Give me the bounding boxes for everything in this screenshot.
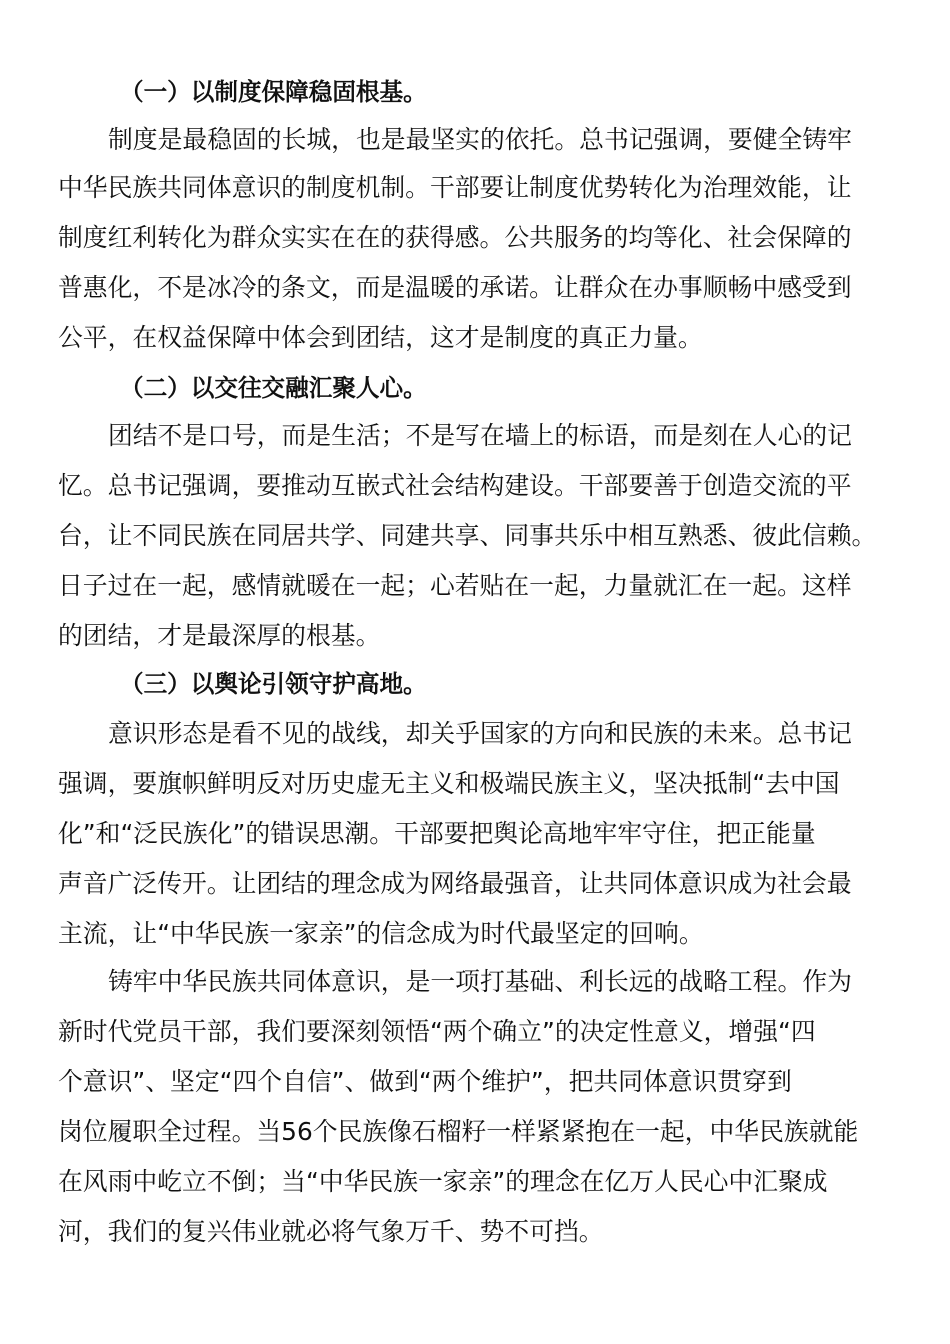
paragraph-2-line-3: 台，让不同民族在同居共学、同建共享、同事共乐中相互熟悉、彼此信赖。: [58, 521, 877, 550]
paragraph-4-line-6: 河，我们的复兴伟业就必将气象万千、势不可挡。: [58, 1217, 604, 1246]
section-heading-3: （三）以舆论引领守护高地。: [120, 670, 427, 698]
paragraph-4-line-3: 个意识”、坚定“四个自信”、做到“两个维护”，把共同体意识贯穿到: [58, 1067, 792, 1096]
paragraph-2-line-4: 日子过在一起，感情就暖在一起；心若贴在一起，力量就汇在一起。这样: [58, 571, 852, 600]
paragraph-4-line-2: 新时代党员干部，我们要深刻领悟“两个确立”的决定性意义，增强“四: [58, 1017, 816, 1046]
paragraph-2-line-2: 忆。总书记强调，要推动互嵌式社会结构建设。干部要善于创造交流的平: [58, 471, 852, 500]
paragraph-1-line-1: 制度是最稳固的长城，也是最坚实的依托。总书记强调，要健全铸牢: [108, 125, 852, 154]
paragraph-3-line-5: 主流，让“中华民族一家亲”的信念成为时代最坚定的回响。: [58, 919, 704, 948]
paragraph-3-line-4: 声音广泛传开。让团结的理念成为网络最强音，让共同体意识成为社会最: [58, 869, 852, 898]
paragraph-1-line-3: 制度红利转化为群众实实在在的获得感。公共服务的均等化、社会保障的: [58, 223, 852, 252]
paragraph-1-line-2: 中华民族共同体意识的制度机制。干部要让制度优势转化为治理效能，让: [58, 173, 852, 202]
paragraph-3-line-1: 意识形态是看不见的战线，却关乎国家的方向和民族的未来。总书记: [108, 719, 852, 748]
paragraph-1-line-5: 公平，在权益保障中体会到团结，这才是制度的真正力量。: [58, 323, 703, 352]
paragraph-4-line-4: 岗位履职全过程。当56个民族像石榴籽一样紧紧抱在一起，中华民族就能: [58, 1117, 859, 1146]
paragraph-4-line-1: 铸牢中华民族共同体意识，是一项打基础、利长远的战略工程。作为: [108, 967, 852, 996]
section-heading-1: （一）以制度保障稳固根基。: [120, 78, 427, 106]
paragraph-2-line-1: 团结不是口号，而是生活；不是写在墙上的标语，而是刻在人心的记: [108, 421, 852, 450]
paragraph-4-line-5: 在风雨中屹立不倒；当“中华民族一家亲”的理念在亿万人民心中汇聚成: [58, 1167, 828, 1196]
paragraph-1-line-4: 普惠化，不是冰冷的条文，而是温暖的承诺。让群众在办事顺畅中感受到: [58, 273, 852, 302]
paragraph-3-line-3: 化”和“泛民族化”的错误思潮。干部要把舆论高地牢牢守住，把正能量: [58, 819, 816, 848]
paragraph-3-line-2: 强调，要旗帜鲜明反对历史虚无主义和极端民族主义，坚决抵制“去中国: [58, 769, 840, 798]
section-heading-2: （二）以交往交融汇聚人心。: [120, 374, 427, 402]
paragraph-2-line-5: 的团结，才是最深厚的根基。: [58, 621, 381, 650]
